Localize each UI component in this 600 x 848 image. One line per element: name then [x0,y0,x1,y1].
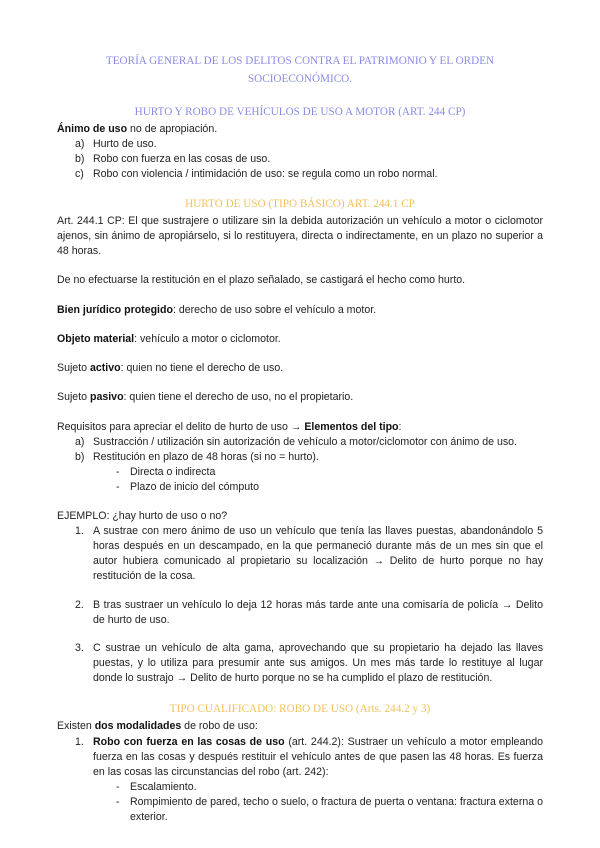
bien-bold: Bien jurídico protegido [57,304,173,316]
list-item: Restitución en plazo de 48 horas (si no = hurto). [93,451,319,463]
example-marker: 3. [75,642,84,654]
example-marker: 1. [75,525,84,537]
list-item: Hurto de uso. [93,138,157,150]
example-item: C sustrae un vehículo de alta gama, aprovechando que su propietario ha dejado las llaves puestas, y lo utiliza para presumir ante sus amigos. Un mes más tarde lo restituye al lugar donde lo sustrajo → Delito de hurto porque no se ha cumplido el plazo de restitución. [93,642,543,684]
sub-item: Directa o indirecta [130,466,216,478]
section1-heading: HURTO Y ROBO DE VEHÍCULOS DE USO A MOTOR (ART. 244 CP) [134,106,466,118]
existen-pre: Existen [57,720,95,732]
example-item: A sustrae con mero ánimo de uso un vehículo que tenía las llaves puestas, abandonándolo 5 horas después en un descampado, en la que permaneció durante más de un mes sin que el autor hubiera comunicado al propietario su localización → Delito de hurto porque no hay restitución de la cosa. [93,525,543,582]
sub-item: Plazo de inicio del cómputo [130,481,259,493]
sub-marker: - [116,466,120,478]
pasivo-pre: Sujeto [57,391,90,403]
list-marker: a) [75,436,85,448]
activo-rest: : quien no tiene el derecho de uso. [120,362,284,374]
example-marker: 2. [75,599,84,611]
existen-bold: dos modalidades [94,720,182,732]
section2-heading: HURTO DE USO (TIPO BÁSICO) ART. 244.1 CP [185,198,415,210]
objeto-bold: Objeto material [57,333,135,345]
requisitos-bold: Elementos del tipo [304,421,399,433]
list-item: Sustracción / utilización sin autorización de vehículo a motor/ciclomotor con ánimo de uso. [93,436,517,448]
section3-heading: TIPO CUALIFICADO: ROBO DE USO (Arts. 244.2 y 3) [169,703,431,715]
bien-rest: : derecho de uso sobre el vehículo a motor. [172,304,377,316]
animo-bold: Ánimo de uso [57,123,128,135]
activo-pre: Sujeto [57,362,90,374]
article-text: Art. 244.1 CP: El que sustrajere o utilizare sin la debida autorización un vehículo a motor o ciclomotor ajenos, sin ánimo de apropiárselo, si lo restituyera, directa o indirectamente, en un plazo no superior a 48 horas. [57,215,543,257]
animo-rest: no de apropiación. [127,123,218,135]
pasivo-bold: pasivo [89,391,124,403]
sub-marker: - [116,781,120,793]
list-marker: c) [75,168,84,180]
requisitos-line [57,420,543,435]
list-marker: a) [75,138,85,150]
objeto-rest: : vehículo a motor o ciclomotor. [134,333,281,345]
robo-fuerza-bold: Robo con fuerza en las cosas de uso [93,736,285,748]
robo-fuerza-item [93,735,543,780]
title-line-1: TEORÍA GENERAL DE LOS DELITOS CONTRA EL PATRIMONIO Y EL ORDEN [105,55,495,67]
sub-item: Escalamiento. [130,781,197,793]
sub-marker: - [116,481,120,493]
pasivo-rest: : quien tiene el derecho de uso, no el propietario. [123,391,354,403]
list-item: Robo con fuerza en las cosas de uso. [93,153,271,165]
example-item: B tras sustraer un vehículo lo deja 12 horas más tarde ante una comisaría de policía → Delito de hurto de uso. [93,599,543,626]
sub-marker: - [116,796,120,808]
list-marker: 1. [75,736,84,748]
robo-fuerza-rest: (art. 244.2): Sustraer un vehículo a motor empleando fuerza en las cosas y después restituir el vehículo antes de que pasen las 48 horas. Es fuerza en las cosas las circunstancias del robo (art. 242): [93,736,544,778]
list-item: Robo con violencia / intimidación de uso: se regula como un robo normal. [93,168,438,180]
animo-line [57,122,543,137]
requisitos-pre: Requisitos para apreciar el delito de hurto de uso → [57,421,305,433]
existen-line [57,719,543,734]
sujeto-activo-line [57,361,543,376]
bien-juridico-line [57,303,543,318]
list-marker: b) [75,153,85,165]
existen-rest: de robo de uso: [181,720,258,732]
no-restitucion-text: De no efectuarse la restitución en el plazo señalado, se castigará el hecho como hurto. [57,274,466,286]
document-title [57,52,543,88]
sub-item: Rompimiento de pared, techo o suelo, o fractura de puerta o ventana: fractura externa o exterior. [130,796,543,823]
list-marker: b) [75,451,85,463]
requisitos-post: : [398,421,402,433]
objeto-material-line [57,332,543,347]
title-line-2: SOCIOECONÓMICO. [247,73,353,85]
activo-bold: activo [89,362,121,374]
ejemplo-label: EJEMPLO: ¿hay hurto de uso o no? [57,510,228,522]
sujeto-pasivo-line [57,390,543,405]
